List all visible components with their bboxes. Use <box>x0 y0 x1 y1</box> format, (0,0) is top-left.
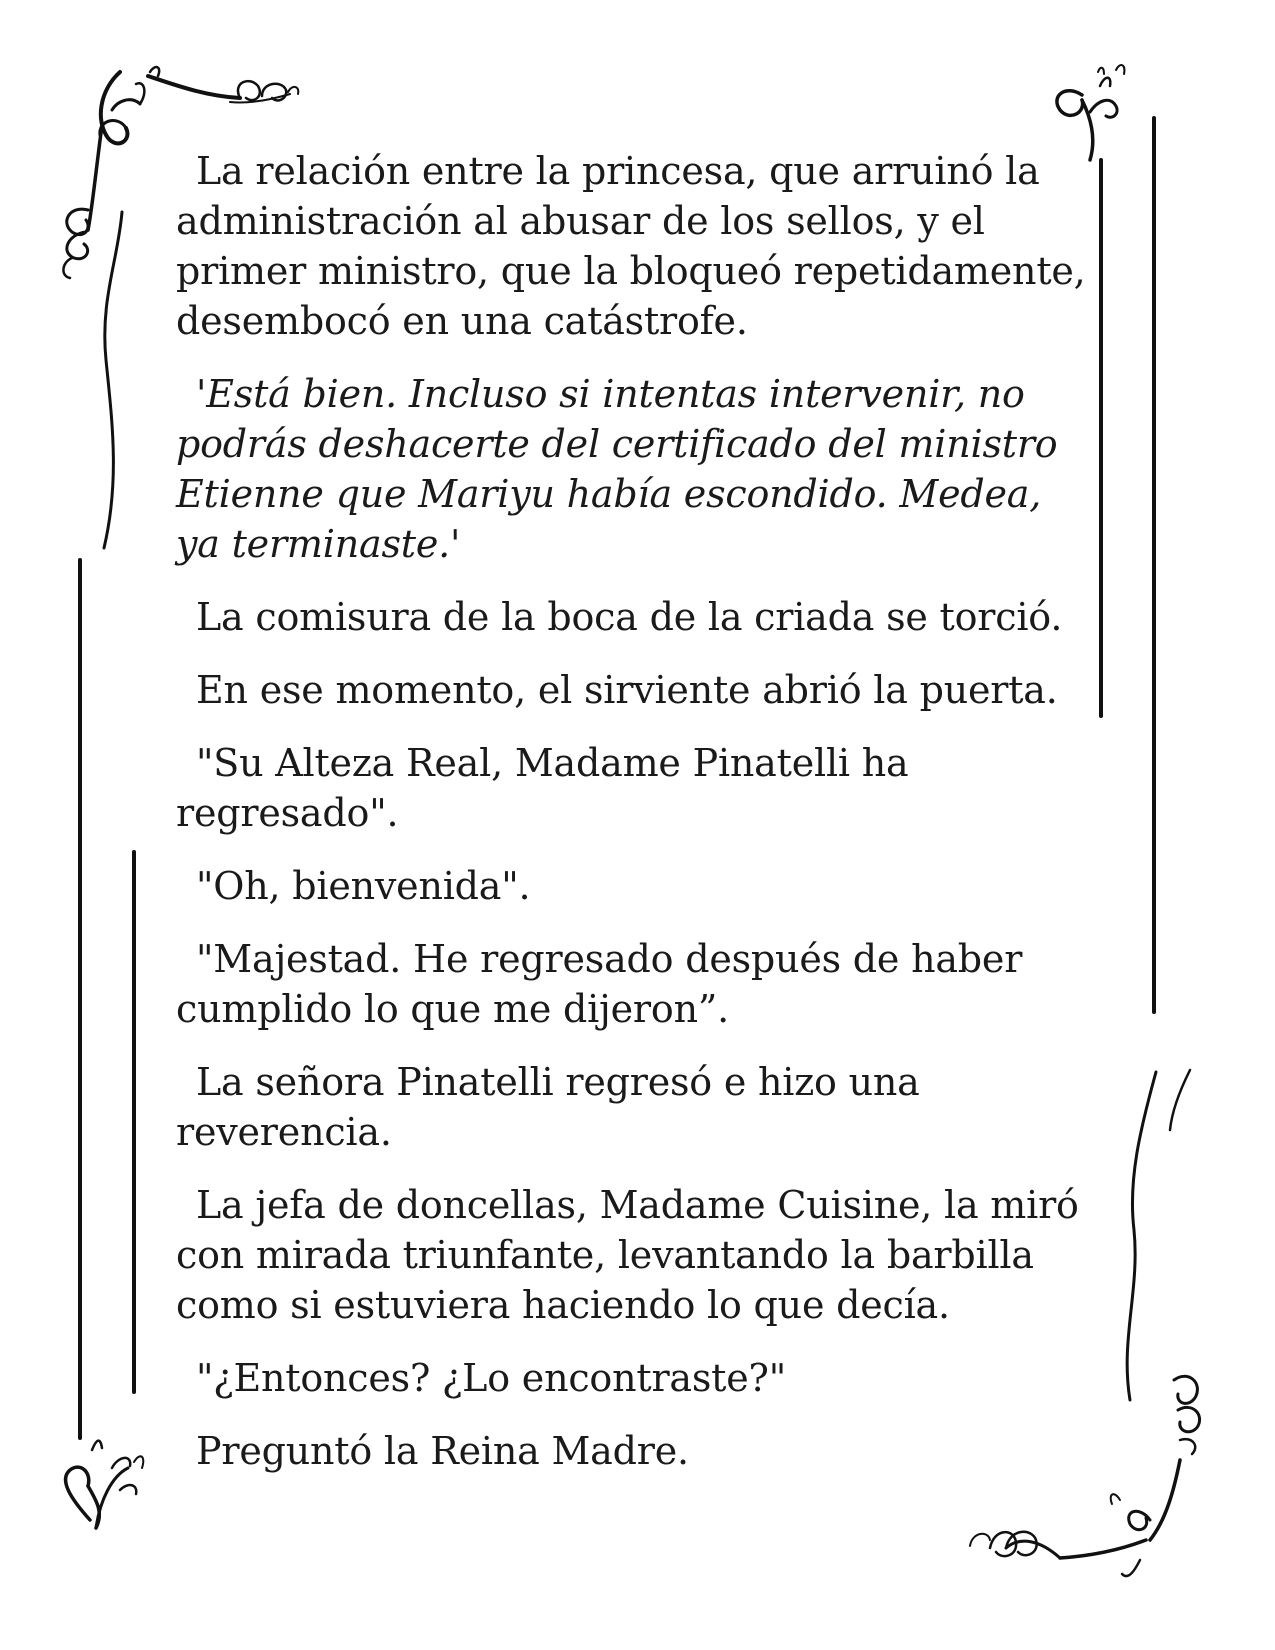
paragraph: La relación entre la princesa, que arruinó la administración al abusar de los sellos, y el primer ministro, que la bloqueó repetidamente, desembocó en una catástrofe. <box>176 149 1086 343</box>
flourish-bottom-left-icon <box>66 1441 144 1528</box>
paragraph: 'Está bien. Incluso si intentas intervenir, no podrás deshacerte del certificado del ministro Etienne que Mariyu había escondido. Medea, ya terminaste.' <box>176 372 1058 566</box>
story-text <box>176 146 1096 1499</box>
paragraph: "Majestad. He regresado después de haber cumplido lo que me dijeron”. <box>176 937 1023 1031</box>
paragraph: "¿Entonces? ¿Lo encontraste?" <box>196 1356 786 1400</box>
paragraph: La señora Pinatelli regresó e hizo una reverencia. <box>176 1060 920 1154</box>
paragraph: La jefa de doncellas, Madame Cuisine, la miró con mirada triunfante, levantando la barbilla como si estuviera haciendo lo que decía. <box>176 1183 1079 1327</box>
paragraph: La comisura de la boca de la criada se torció. <box>196 595 1063 639</box>
paragraph: Preguntó la Reina Madre. <box>196 1429 689 1473</box>
paragraph: En ese momento, el sirviente abrió la puerta. <box>196 668 1058 712</box>
paragraph: "Oh, bienvenida". <box>196 864 531 908</box>
paragraph: "Su Alteza Real, Madame Pinatelli ha regresado". <box>176 741 909 835</box>
